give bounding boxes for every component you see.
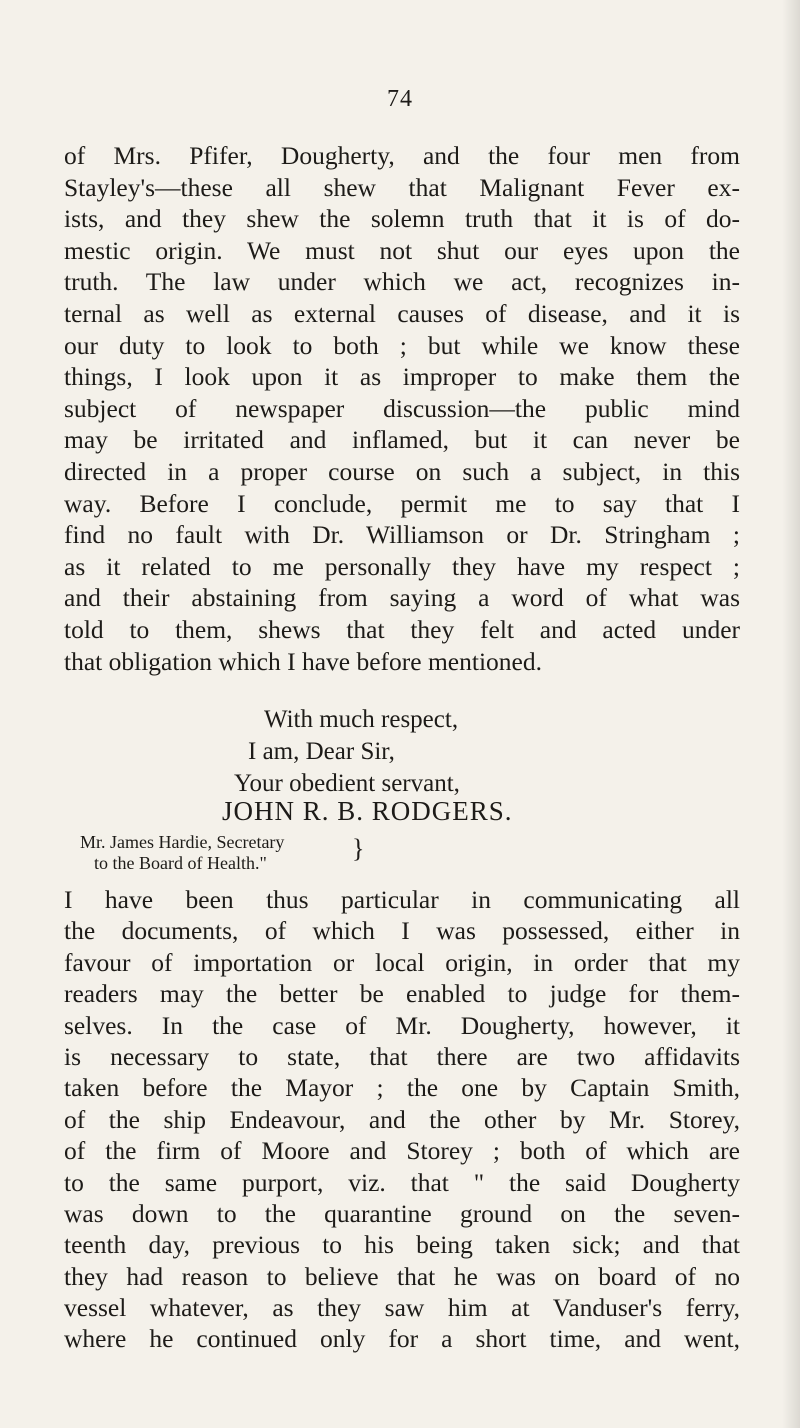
text-line: things, I look upon it as improper to make them the	[64, 362, 740, 392]
text-line: subject of newspaper discussion—the public mind	[64, 393, 740, 423]
closing-servant: Your obedient servant,	[234, 770, 460, 797]
text-line: way. Before I conclude, permit me to say that I	[64, 488, 740, 518]
addressee-block	[80, 832, 365, 874]
text-line: as it related to me personally they have my respect ;	[64, 551, 740, 581]
text-line: may be irritated and inflamed, but it can never be	[64, 425, 740, 455]
text-line: teenth day, previous to his being taken sick; and that	[64, 1230, 740, 1260]
text-line: our duty to look to both ; but while we know these	[64, 330, 740, 360]
text-line: that obligation which I have before mentioned.	[64, 646, 542, 676]
text-line: ists, and they shew the solemn truth that it is of do-	[64, 204, 740, 234]
page-edge-shadow	[782, 0, 800, 1428]
addressee-brace: }	[352, 834, 365, 863]
text-line: the documents, of which I was possessed, either in	[64, 916, 740, 946]
addressee-name: Mr. James Hardie, Secretary	[80, 832, 285, 852]
text-line: of Mrs. Pfifer, Dougherty, and the four men from	[64, 141, 740, 170]
text-line: find no fault with Dr. Williamson or Dr. Stringham ;	[64, 520, 740, 550]
text-line: they had reason to believe that he was on board of no	[64, 1261, 740, 1291]
closing-salutation: I am, Dear Sir,	[248, 738, 395, 765]
text-line: readers may the better be enabled to judge for them-	[64, 979, 740, 1009]
text-line: favour of importation or local origin, in order that my	[64, 947, 740, 977]
text-line: directed in a proper course on such a subject, in this	[64, 456, 740, 486]
text-line: ternal as well as external causes of disease, and it is	[64, 298, 740, 328]
text-line: Stayley's—these all shew that Malignant Fever ex-	[64, 172, 740, 202]
paragraph-author-commentary	[64, 884, 740, 1355]
addressee-board: to the Board of Health."	[94, 853, 267, 873]
signature: JOHN R. B. RODGERS.	[222, 796, 513, 826]
text-line: told to them, shews that they felt and acted under	[64, 614, 740, 644]
text-line: of the firm of Moore and Storey ; both of which are	[64, 1136, 740, 1166]
text-line: vessel whatever, as they saw him at Vanduser's ferry,	[64, 1293, 740, 1323]
text-line: to the same purport, viz. that " the said Dougherty	[64, 1167, 740, 1197]
paragraph-letter-body	[64, 140, 740, 677]
text-line: where he continued only for a short time, and went,	[64, 1324, 740, 1354]
text-line: I have been thus particular in communicating all	[64, 885, 740, 914]
text-line: taken before the Mayor ; the one by Captain Smith,	[64, 1073, 740, 1103]
text-line: of the ship Endeavour, and the other by Mr. Storey,	[64, 1104, 740, 1134]
text-line: and their abstaining from saying a word of what was	[64, 583, 740, 613]
text-line: truth. The law under which we act, recognizes in-	[64, 267, 740, 297]
text-line: is necessary to state, that there are two affidavits	[64, 1041, 740, 1071]
page-number: 74	[387, 86, 413, 112]
closing-respect: With much respect,	[264, 706, 459, 733]
text-line: was down to the quarantine ground on the seven-	[64, 1198, 740, 1228]
text-line: selves. In the case of Mr. Dougherty, however, it	[64, 1010, 740, 1040]
text-line: mestic origin. We must not shut our eyes upon the	[64, 235, 740, 265]
